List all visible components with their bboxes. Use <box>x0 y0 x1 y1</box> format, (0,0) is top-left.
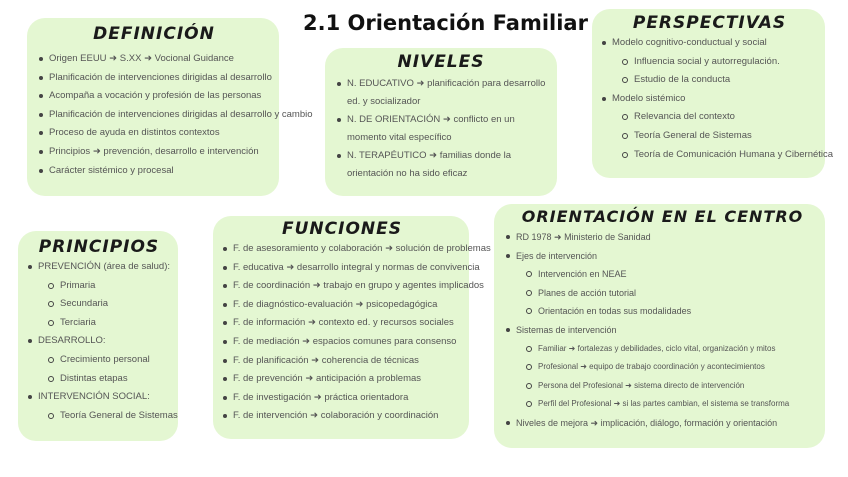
definicion-heading: DEFINICIÓN <box>93 24 215 44</box>
principios-subitem: Terciaria <box>26 314 172 333</box>
perspectivas-list <box>600 34 834 164</box>
funciones-item: F. de investigación ➜ práctica orientadora <box>221 389 463 408</box>
centro-item: Sistemas de intervención <box>504 321 821 340</box>
definicion-item: Origen EEUU ➜ S.XX ➜ Vocional Guidance <box>37 50 271 69</box>
centro-card <box>494 204 825 448</box>
perspectivas-item: Modelo sistémico <box>600 90 819 109</box>
definicion-item: Carácter sistémico y procesal <box>37 162 271 181</box>
definicion-item: Proceso de ayuda en distintos contextos <box>37 124 271 143</box>
funciones-item: F. de asesoramiento y colaboración ➜ solución de problemas <box>221 240 463 259</box>
centro-heading: ORIENTACIÓN EN EL CENTRO <box>521 207 804 226</box>
funciones-item: F. de diagnóstico-evaluación ➜ psicopedagógica <box>221 296 463 315</box>
definicion-card <box>27 18 313 196</box>
niveles-heading: NIVELES <box>397 52 485 72</box>
principios-item: INTERVENCIÓN SOCIAL: <box>26 388 172 407</box>
centro-item: Ejes de intervención <box>504 247 821 266</box>
funciones-item: F. de mediación ➜ espacios comunes para consenso <box>221 333 463 352</box>
perspectivas-card <box>592 9 834 178</box>
funciones-list <box>221 240 491 426</box>
principios-card <box>18 231 178 441</box>
centro-item: Niveles de mejora ➜ implicación, diálogo, formación y orientación <box>504 414 821 433</box>
centro-subitem: Intervención en NEAE <box>504 265 821 284</box>
perspectivas-heading: PERSPECTIVAS <box>632 13 787 33</box>
centro-subitem: Familiar ➜ fortalezas y debilidades, ciclo vital, organización y mitos <box>504 340 821 359</box>
principios-subitem: Teoría General de Sistemas <box>26 407 172 426</box>
funciones-heading: FUNCIONES <box>282 219 402 239</box>
funciones-item: F. de prevención ➜ anticipación a problemas <box>221 370 463 389</box>
page-title: 2.1 Orientación Familiar <box>303 11 588 35</box>
centro-subitem: Orientación en todas sus modalidades <box>504 302 821 321</box>
principios-subitem: Primaria <box>26 277 172 296</box>
funciones-item: F. de información ➜ contexto ed. y recursos sociales <box>221 314 463 333</box>
perspectivas-subitem: Teoría de Comunicación Humana y Cibernética <box>600 146 819 165</box>
perspectivas-subitem: Relevancia del contexto <box>600 108 819 127</box>
niveles-item: N. DE ORIENTACIÓN ➜ conflicto en un momento vital específico <box>335 111 547 147</box>
principios-item: DESARROLLO: <box>26 332 172 351</box>
perspectivas-subitem: Estudio de la conducta <box>600 71 819 90</box>
centro-subitem: Perfil del Profesional ➜ si las partes cambian, el sistema se transforma <box>504 395 821 414</box>
niveles-item: N. TERAPÉUTICO ➜ familias donde la orientación no ha sido eficaz <box>335 147 547 183</box>
definicion-item: Planificación de intervenciones dirigidas al desarrollo <box>37 69 271 88</box>
funciones-item: F. de intervención ➜ colaboración y coordinación <box>221 407 463 426</box>
definicion-item: Planificación de intervenciones dirigidas al desarrollo y cambio <box>37 106 271 125</box>
principios-subitem: Secundaria <box>26 295 172 314</box>
principios-heading: PRINCIPIOS <box>38 237 160 257</box>
principios-subitem: Distintas etapas <box>26 370 172 389</box>
perspectivas-item: Modelo cognitivo-conductual y social <box>600 34 819 53</box>
funciones-item: F. de coordinación ➜ trabajo en grupo y agentes implicados <box>221 277 463 296</box>
centro-list <box>504 228 821 433</box>
principios-subitem: Crecimiento personal <box>26 351 172 370</box>
definicion-item: Acompaña a vocación y profesión de las personas <box>37 87 271 106</box>
niveles-card <box>325 48 557 196</box>
centro-subitem: Profesional ➜ equipo de trabajo coordinación y acontecimientos <box>504 358 821 377</box>
perspectivas-subitem: Teoría General de Sistemas <box>600 127 819 146</box>
definicion-list <box>37 50 313 180</box>
funciones-item: F. de planificación ➜ coherencia de técnicas <box>221 352 463 371</box>
niveles-list <box>335 75 547 183</box>
centro-item: RD 1978 ➜ Ministerio de Sanidad <box>504 228 821 247</box>
niveles-item: N. EDUCATIVO ➜ planificación para desarrollo ed. y socializador <box>335 75 547 111</box>
centro-subitem: Persona del Profesional ➜ sistema directo de intervención <box>504 377 821 396</box>
definicion-item: Principios ➜ prevención, desarrollo e intervención <box>37 143 271 162</box>
centro-subitem: Planes de acción tutorial <box>504 284 821 303</box>
principios-item: PREVENCIÓN (área de salud): <box>26 258 172 277</box>
funciones-item: F. educativa ➜ desarrollo integral y normas de convivencia <box>221 259 463 278</box>
perspectivas-subitem: Influencia social y autorregulación. <box>600 53 819 72</box>
funciones-card <box>213 216 491 439</box>
principios-list <box>26 258 178 425</box>
